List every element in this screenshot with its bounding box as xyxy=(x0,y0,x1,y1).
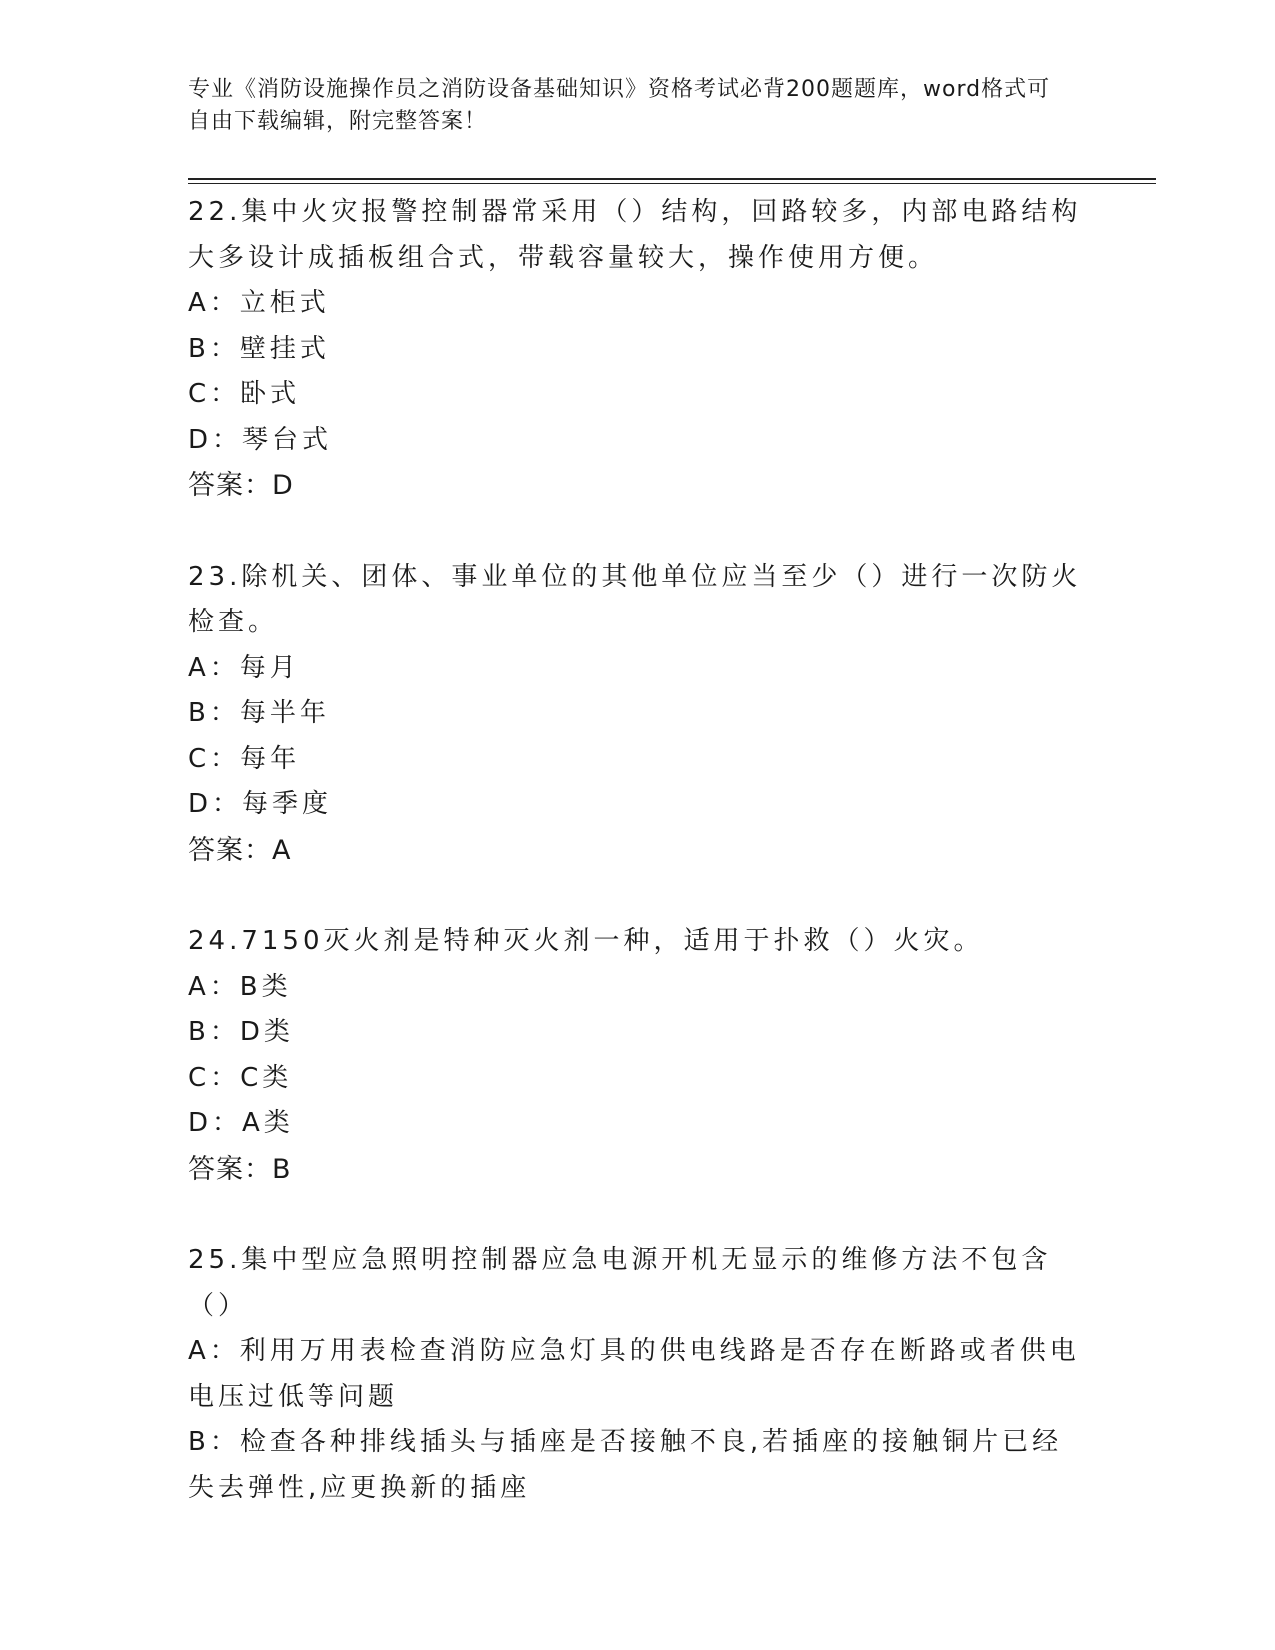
question-stem: 25.集中型应急照明控制器应急电源开机无显示的维修方法不包含（） xyxy=(188,1245,1052,1321)
option-a: A：B类 xyxy=(188,971,292,1002)
question-23 xyxy=(188,555,1088,874)
header-divider-thick xyxy=(188,178,1156,180)
option-d: D：A类 xyxy=(188,1108,294,1138)
option-b: B：每半年 xyxy=(188,698,330,728)
option-d: D：每季度 xyxy=(188,789,333,819)
option-a: A：每月 xyxy=(188,652,300,683)
answer-line: 答案：D xyxy=(188,470,294,501)
question-25 xyxy=(188,1238,1088,1511)
answer-line: 答案：B xyxy=(188,1153,292,1185)
header-divider-thin xyxy=(188,183,1156,184)
question-stem: 22.集中火灾报警控制器常采用（）结构，回路较多，内部电路结构大多设计成插板组合式，带载容量较大，操作使用方便。 xyxy=(188,197,1082,273)
option-b: B：壁挂式 xyxy=(188,333,330,364)
option-c: C：每年 xyxy=(188,743,301,774)
option-a: A：利用万用表检查消防应急灯具的供电线路是否存在断路或者供电电压过低等问题 xyxy=(188,1336,1080,1412)
option-b: B：检查各种排线插头与插座是否接触不良,若插座的接触铜片已经失去弹性,应更换新的插座 xyxy=(188,1427,1063,1503)
question-stem: 23.除机关、团体、事业单位的其他单位应当至少（）进行一次防火检查。 xyxy=(188,561,1082,637)
question-24 xyxy=(188,919,1088,1192)
option-a: A：立柜式 xyxy=(188,288,330,318)
question-list xyxy=(188,190,1088,1511)
question-stem: 24.7150灭火剂是特种灭火剂一种，适用于扑救（）火灾。 xyxy=(188,926,984,956)
option-d: D：琴台式 xyxy=(188,424,333,455)
document-header: 专业《消防设施操作员之消防设备基础知识》资格考试必背200题题库，word格式可自由下载编辑，附完整答案！ xyxy=(188,77,1051,134)
option-c: C：C类 xyxy=(188,1062,293,1093)
answer-line: 答案：A xyxy=(188,834,292,866)
option-b: B：D类 xyxy=(188,1017,294,1047)
question-22 xyxy=(188,190,1088,509)
option-c: C：卧式 xyxy=(188,379,301,409)
